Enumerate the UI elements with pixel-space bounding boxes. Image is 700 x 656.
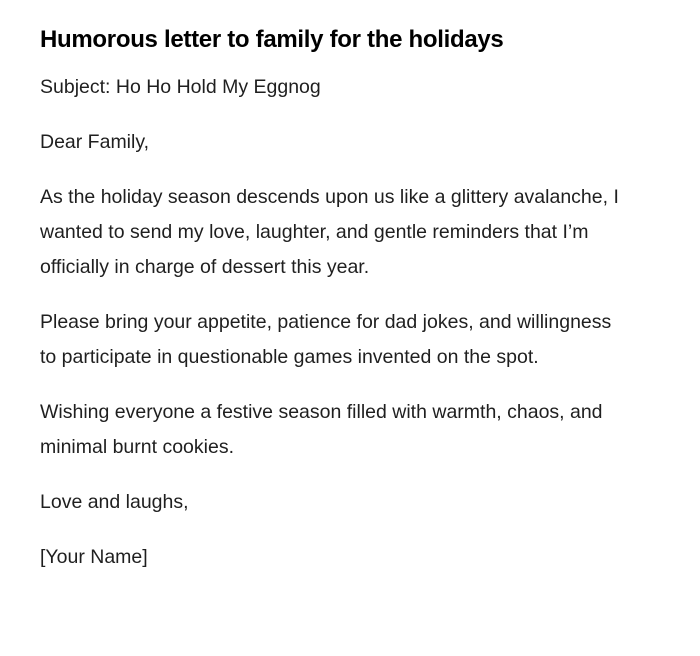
document-title: Humorous letter to family for the holidays (40, 26, 504, 53)
body-paragraph-3: Wishing everyone a festive season filled with warmth, chaos, and minimal burnt cookies. (40, 401, 603, 458)
signature: [Your Name] (40, 546, 148, 568)
subject-line: Subject: Ho Ho Hold My Eggnog (40, 76, 321, 98)
body-paragraph-1: As the holiday season descends upon us like a glittery avalanche, I wanted to send my love, laughter, and gentle reminders that I’m officially in charge of dessert this year. (40, 186, 619, 278)
body-paragraph-2: Please bring your appetite, patience for dad jokes, and willingness to participate in questionable games invented on the spot. (40, 311, 612, 368)
greeting: Dear Family, (40, 131, 150, 153)
closing: Love and laughs, (40, 491, 189, 513)
